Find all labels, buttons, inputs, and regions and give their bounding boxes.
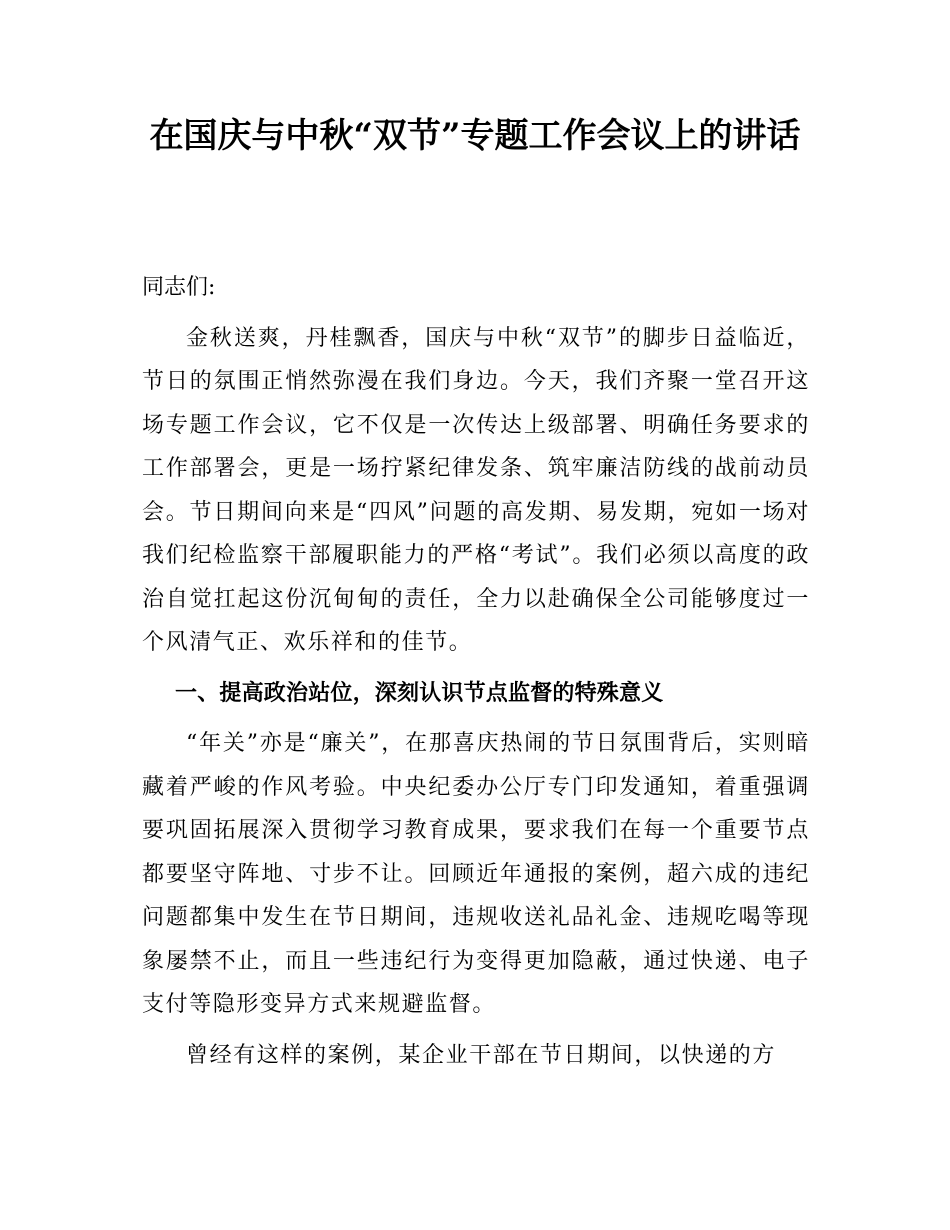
document-title: 在国庆与中秋“双节”专题工作会议上的讲话 bbox=[149, 116, 801, 156]
section1-paragraph-1: “年关”亦是“廉关”，在那喜庆热闹的节日氛围背后，实则暗藏着严峻的作风考验。中央纪委办公厅专门印发通知，着重强调要巩固拓展深入贯彻学习教育成果，要求我们在每一个重要节点都要坚守阵地、寸步不让。回顾近年通报的案例，超六成的违纪问题都集中发生在节日期间，违规收送礼品礼金、违规吃喝等现象屡禁不止，而且一些违纪行为变得更加隐蔽，通过快递、电子支付等隐形变异方式来规避监督。 bbox=[142, 731, 810, 1017]
section1-paragraph-2: 曾经有这样的案例，某企业干部在节日期间，以快递的方 bbox=[186, 1042, 777, 1068]
section-heading-1: 一、提高政治站位，深刻认识节点监督的特殊意义 bbox=[175, 680, 664, 706]
salutation: 同志们: bbox=[142, 275, 216, 300]
intro-paragraph: 金秋送爽，丹桂飘香，国庆与中秋“双节”的脚步日益临近，节日的氛围正悄然弥漫在我们身边。今天，我们齐聚一堂召开这场专题工作会议，它不仅是一次传达上级部署、明确任务要求的工作部署会，更是一场拧紧纪律发条、筑牢廉洁防线的战前动员会。节日期间向来是“四风”问题的高发期、易发期，宛如一场对我们纪检监察干部履职能力的严格“考试”。我们必须以高度的政治自觉扛起这份沉甸甸的责任，全力以赴确保全公司能够度过一个风清气正、欢乐祥和的佳节。 bbox=[142, 325, 810, 655]
document-body bbox=[142, 266, 810, 1084]
